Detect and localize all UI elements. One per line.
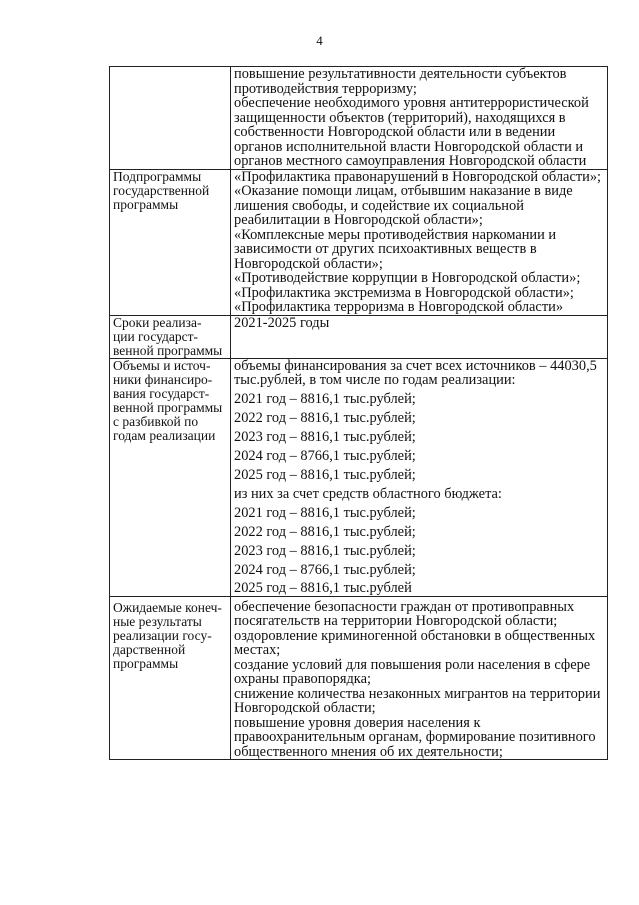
- label-line: венной программы: [113, 399, 223, 415]
- funding-year-total: 2023 год – 8816,1 тыс.рублей;: [234, 428, 416, 445]
- funding-year-regional: 2022 год – 8816,1 тыс.рублей;: [234, 523, 416, 540]
- label-line: Подпрограммы: [113, 168, 202, 184]
- funding-year-total: 2021 год – 8816,1 тыс.рублей;: [234, 390, 416, 407]
- label-line: с разбивкой по: [113, 413, 199, 429]
- label-line: дарственной: [113, 641, 186, 657]
- regional-budget-intro: из них за счет средств областного бюджета:: [234, 485, 502, 502]
- row-label: [110, 358, 231, 596]
- table-row: [110, 358, 608, 596]
- row-label: [110, 169, 231, 315]
- funding-year-total: 2024 год – 8766,1 тыс.рублей;: [234, 447, 416, 464]
- subprogram-item: «Противодействие коррупции в Новгородской области»;: [234, 270, 581, 286]
- row-label: [110, 596, 231, 760]
- label-line: годам реализации: [113, 427, 216, 443]
- expected-result: повышение уровня доверия населения к правоохранительным органам, формирование позитивного общественного мнения об их деятельности;: [234, 714, 596, 760]
- label-line: государственной: [113, 182, 210, 198]
- label-line: вания государст-: [113, 385, 210, 401]
- program-passport-table: [109, 66, 608, 760]
- table-row: [110, 67, 608, 170]
- row-label: [110, 315, 231, 358]
- subprogram-item: «Профилактика терроризма в Новгородской области»: [234, 299, 564, 315]
- row-content: [231, 315, 608, 358]
- subprogram-item: «Оказание помощи лицам, отбывшим наказание в виде лишения свободы, и содействие их социальной реабилитации в Новгородской области»;: [234, 183, 573, 228]
- row-label-empty: [110, 67, 231, 170]
- label-line: ные результаты: [113, 613, 202, 629]
- expected-result: обеспечение безопасности граждан от противоправных посягательств на территории Новгородской области;: [234, 598, 575, 629]
- label-line: ции государст-: [113, 328, 199, 344]
- label-line: ники финансиро-: [113, 371, 213, 387]
- funding-year-regional: 2025 год – 8816,1 тыс.рублей: [234, 579, 412, 596]
- label-line: программы: [113, 196, 179, 212]
- funding-intro: объемы финансирования за счет всех источников – 44030,5 тыс.рублей, в том числе по годам реализации:: [234, 357, 597, 388]
- label-line: реализации госу-: [113, 627, 212, 643]
- subprogram-item: «Комплексные меры противодействия наркомании и зависимости от других психоактивных веществ в Новгородской области»;: [234, 226, 557, 272]
- label-line: программы: [113, 655, 179, 671]
- label-line: Ожидаемые конеч-: [113, 599, 222, 615]
- row-content: [231, 358, 608, 596]
- row-content: [231, 596, 608, 760]
- table-row: [110, 315, 608, 358]
- funding-year-regional: 2023 год – 8816,1 тыс.рублей;: [234, 542, 416, 559]
- table-row: [110, 169, 608, 315]
- funding-year-regional: 2021 год – 8816,1 тыс.рублей;: [234, 504, 416, 521]
- label-line: Объемы и источ-: [113, 357, 211, 373]
- funding-year-total: 2025 год – 8816,1 тыс.рублей;: [234, 466, 416, 483]
- label-line: Сроки реализа-: [113, 314, 202, 330]
- table-row: [110, 596, 608, 760]
- funding-year-regional: 2024 год – 8766,1 тыс.рублей;: [234, 561, 416, 578]
- row-content: [231, 67, 608, 170]
- page-number: 4: [316, 33, 323, 48]
- label-line: венной программы: [113, 342, 223, 358]
- expected-result: создание условий для повышения роли населения в сфере охраны правопорядка;: [234, 656, 591, 687]
- funding-year-total: 2022 год – 8816,1 тыс.рублей;: [234, 409, 416, 426]
- row-content: [231, 169, 608, 315]
- expected-result: снижение количества незаконных мигрантов на территории Новгородской области;: [234, 685, 601, 716]
- subprogram-item: «Профилактика правонарушений в Новгородской области»;: [234, 168, 602, 185]
- paragraph: повышение результативности деятельности субъектов противодействия терроризму;: [234, 66, 567, 97]
- expected-result: оздоровление криминогенной обстановки в общественных местах;: [234, 627, 596, 658]
- paragraph: обеспечение необходимого уровня антитеррористической защищенности объектов (территорий), находящихся в собственности Новгородской области или в ведении органов исполнительной власти Новгородской области и органов местного самоуправления Новгородской области: [234, 95, 589, 169]
- program-period: 2021-2025 годы: [234, 314, 330, 331]
- subprogram-item: «Профилактика экстремизма в Новгородской области»;: [234, 284, 574, 301]
